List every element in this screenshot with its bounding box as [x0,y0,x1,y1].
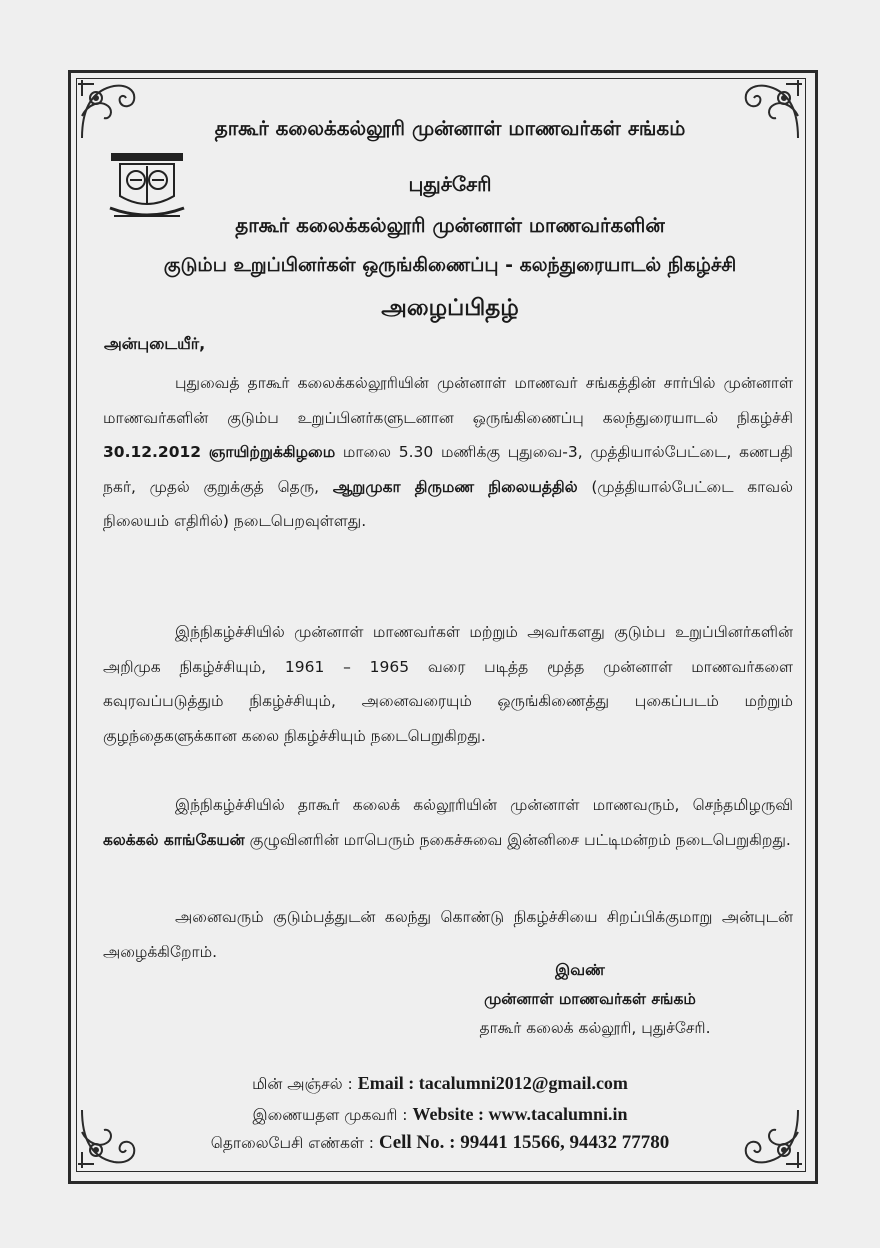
phone-value: Cell No. : 99441 15566, 94432 77780 [378,1132,670,1153]
p1-text-b: மாலை 5.30 மணிக்கு புதுவை-3, முத்தியால்பேட்டை, கணபதி நகர், முதல் குறுக்குத் தெரு, [103,443,793,496]
p3-text-a: இந்நிகழ்ச்சியில் தாகூர் கலைக் கல்லூரியின் முன்னாள் மாணவரும், செந்தமிழருவி [175,796,793,814]
city-title: புதுச்சேரி [408,172,492,196]
signature-label: இவண் [555,961,605,979]
signature-org: முன்னாள் மாணவர்கள் சங்கம் [484,990,696,1008]
paragraph-programme [103,615,793,753]
email-value[interactable]: Email : tacalumni2012@gmail.com [357,1073,628,1093]
event-date: 30.12.2012 [103,443,202,461]
event-day: ஞாயிற்றுக்கிழமை [208,443,336,461]
p2-text: இந்நிகழ்ச்சியில் முன்னாள் மாணவர்கள் மற்றும் அவர்களது குடும்ப உறுப்பினர்களின் அறிமுக நிகழ்ச்சியும், 1961 – 1965 வரை படித்த மூத்த முன்னாள் மாணவர்களை கவுரவப்படுத்தும் நிகழ்ச்சியும், அனைவரையும் ஒருங்கிணைத்து புகைப்படம் மற்றும் குழந்தைகளுக்கான கலை நிகழ்ச்சியும் நடைபெறுகிறது. [103,623,793,745]
contact-email [100,1073,780,1095]
p1-text-c: (முத்தியால்பேட்டை காவல் நிலையம் எதிரில்) நடைபெறவுள்ளது. [103,477,793,530]
invitation-heading: அழைப்பிதழ் [381,295,519,321]
event-title-line1: தாகூர் கலைக்கல்லூரி முன்னாள் மாணவர்களின் [235,213,665,237]
event-venue: ஆறுமுகா திருமண நிலையத்தில் [332,477,578,496]
speaker-name: கலக்கல் காங்கேயன் [103,830,245,849]
signature-college: தாகூர் கலைக் கல்லூரி, புதுச்சேரி. [479,1019,711,1037]
contact-website [100,1104,780,1126]
paragraph-event-details [103,366,793,539]
event-title-line2: குடும்ப உறுப்பினர்கள் ஒருங்கிணைப்பு - கலந்துரையாடல் நிகழ்ச்சி [163,254,737,276]
website-label: இணையதள முகவரி : [252,1106,408,1124]
website-value[interactable]: Website : www.tacalumni.in [412,1104,628,1124]
p4-text: அனைவரும் குடும்பத்துடன் கலந்து கொண்டு நிகழ்ச்சியை சிறப்பிக்குமாறு அன்புடன் அழைக்கிறோம். [103,908,793,961]
email-label: மின் அஞ்சல் : [252,1075,353,1093]
paragraph-debate [103,788,793,857]
p1-text-a: புதுவைத் தாகூர் கலைக்கல்லூரியின் முன்னாள் மாணவர் சங்கத்தின் சார்பில் முன்னாள் மாணவர்களின் குடும்ப உறுப்பினர்களுடனான ஒருங்கிணைப்பு கலந்துரையாடல் நிகழ்ச்சி [103,374,793,427]
association-title: தாகூர் கலைக்கல்லூரி முன்னாள் மாணவர்கள் சங்கம் [214,116,686,140]
phone-label: தொலைபேசி எண்கள் : [210,1134,375,1152]
paragraph-closing [103,900,793,969]
salutation: அன்புடையீர், [104,334,206,353]
contact-phone [100,1132,780,1154]
p3-text-b: குழுவினரின் மாபெரும் நகைச்சுவை இன்னிசை பட்டிமன்றம் நடைபெறுகிறது. [249,830,791,849]
